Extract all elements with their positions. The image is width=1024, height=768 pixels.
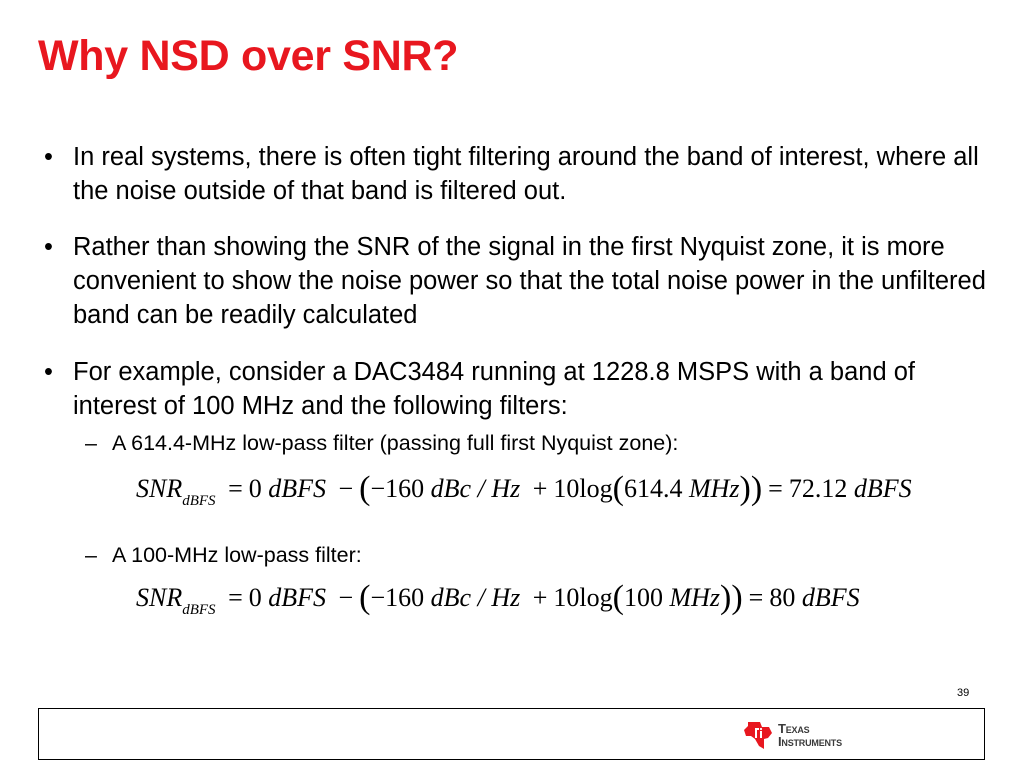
bullet-1 xyxy=(44,140,994,208)
bullet-3 xyxy=(44,355,994,423)
eq-result-unit: dBFS xyxy=(801,583,860,612)
eq-bw-value: 614.4 xyxy=(623,474,683,503)
eq-coef: 10 xyxy=(553,583,580,612)
sub-item-1 xyxy=(85,429,678,457)
bullet-dot: • xyxy=(44,233,53,261)
eq-coef: 10 xyxy=(553,474,580,503)
eq-result: 72.12 xyxy=(788,474,848,503)
sub-dash: – xyxy=(85,431,97,455)
page-number: 39 xyxy=(957,687,970,699)
logo-line-2: Instruments xyxy=(778,734,842,749)
eq-lhs: SNR xyxy=(136,583,183,612)
eq-zero: 0 xyxy=(248,474,262,503)
eq-lhs: SNR xyxy=(136,474,183,503)
bullet-2-text: Rather than showing the SNR of the signal in the first Nyquist zone, it is more convenient to show the noise power so that the total noise power in the unfiltered band can be readily calculated xyxy=(73,233,986,329)
eq-log: log xyxy=(579,583,613,612)
eq-bw-unit: MHz xyxy=(688,474,740,503)
ti-logo-text xyxy=(778,722,842,748)
eq-zero: 0 xyxy=(248,583,262,612)
eq-result-unit: dBFS xyxy=(853,474,912,503)
sub-item-2 xyxy=(85,541,362,569)
eq-bw-unit: MHz xyxy=(669,583,721,612)
equation-1: $SNR_{dBFS} = 0$ dBFS − (−160 dBc / Hz + 10log(614.4 MHz)) = 72.12 dBFS xyxy=(136,470,912,509)
logo-line-1: Texas xyxy=(778,721,810,736)
sub-item-1-text: A 614.4-MHz low-pass filter (passing full first Nyquist zone): xyxy=(112,431,679,455)
sub-dash: – xyxy=(85,543,97,567)
eq-unit: dBFS xyxy=(268,474,326,503)
bullet-3-text: For example, consider a DAC3484 running at 1228.8 MSPS with a band of interest of 100 MHz and the following filters: xyxy=(73,358,915,420)
bullet-1-text: In real systems, there is often tight filtering around the band of interest, where all the noise outside of that band is filtered out. xyxy=(73,143,979,205)
eq-nsd: −160 xyxy=(370,583,425,612)
eq-unit: dBFS xyxy=(268,583,326,612)
eq-nsd-unit: dBc / Hz xyxy=(430,474,521,503)
bullet-dot: • xyxy=(44,143,53,171)
eq-log: log xyxy=(579,474,613,503)
eq-lhs-subscript: dBFS xyxy=(182,602,216,618)
eq-result: 80 xyxy=(769,583,796,612)
sub-item-2-text: A 100-MHz low-pass filter: xyxy=(112,543,362,567)
eq-nsd: −160 xyxy=(370,474,425,503)
bullet-2 xyxy=(44,230,994,332)
eq-nsd-unit: dBc / Hz xyxy=(430,583,521,612)
eq-lhs-subscript: dBFS xyxy=(182,493,216,509)
eq-bw-value: 100 xyxy=(623,583,663,612)
equation-2: $SNR_{dBFS} = 0$ dBFS − (−160 dBc / Hz + 10log(100 MHz)) = 80 dBFS xyxy=(136,579,860,618)
slide-title: Why NSD over SNR? xyxy=(38,32,459,80)
bullet-dot: • xyxy=(44,358,53,386)
